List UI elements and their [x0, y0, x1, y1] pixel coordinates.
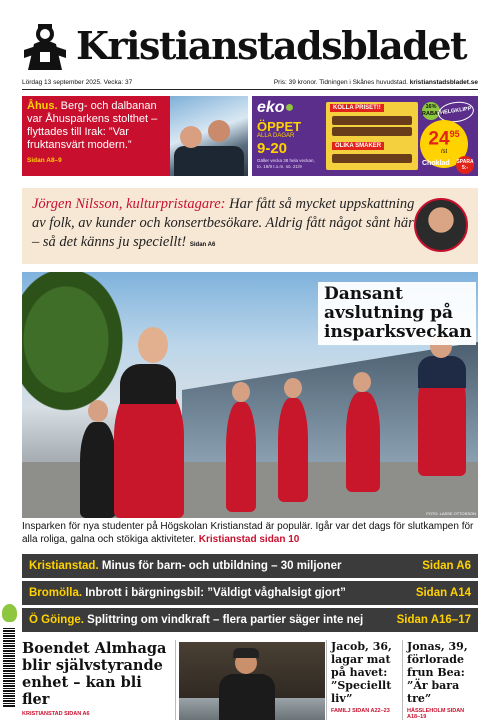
story-jonas[interactable] — [407, 640, 478, 720]
strip-place: Ö Göinge. — [29, 614, 84, 626]
helgklipp-stamp: HELGKLIPP — [437, 100, 475, 125]
hero-headline: Dansant avslutning på insparksveckan — [318, 282, 476, 345]
quote-page-ref: Sidan A6 — [189, 242, 216, 248]
ad-fine-print: Gäller vecka 38 hela veckan, to. 18/9 t.o.m. sö. 21/9 — [257, 158, 315, 169]
quote-box[interactable] — [22, 188, 478, 264]
ad-days: ALLA DAGAR — [257, 133, 295, 139]
eko-advertisement[interactable] — [252, 96, 478, 176]
teaser-text — [22, 96, 170, 176]
masthead-mascot-icon — [18, 20, 72, 72]
story-page-ref: HÄSSLEHOLM SIDAN A18–19 — [407, 708, 465, 720]
masthead — [18, 18, 482, 74]
story-jacob[interactable] — [331, 640, 401, 714]
teaser-place: Åhus. — [27, 100, 58, 112]
strip-text: Splittring om vindkraft – flera partier säger inte nej — [83, 614, 364, 626]
strip-page: Sidan A6 — [422, 560, 471, 572]
strip-kristianstad[interactable] — [22, 554, 478, 578]
price-ore: 95 — [449, 129, 460, 139]
quote-speaker: Jörgen Nilsson, kulturpristagare: — [32, 196, 226, 212]
quote-text — [32, 195, 420, 255]
masthead-title: Kristianstadsbladet — [76, 23, 467, 68]
divider — [22, 89, 478, 90]
story-page-ref: FAMILJ SIDAN A22–23 — [331, 708, 390, 714]
divider — [326, 640, 327, 720]
strip-place: Kristianstad. — [29, 560, 99, 572]
issue-date: Lördag 13 september 2025. Vecka: 37 — [22, 79, 133, 86]
teaser-ahus[interactable] — [22, 96, 248, 176]
portrait-avatar — [414, 198, 468, 252]
story-almhaga[interactable] — [22, 640, 172, 717]
dateline — [22, 79, 478, 86]
quote-body: Har fått så mycket uppskattning av folk, av kunder och konsertbesökare. Aldrig fått något sånt här – så det känns ju speciellt! — [32, 196, 415, 250]
eko-logo: eko● — [257, 99, 295, 116]
barcode — [3, 628, 15, 708]
hero-caption — [22, 521, 478, 546]
caption-text: Insparken för nya studenter på Högskolan Kristianstad är populär. Igår var det dags för slutkampen för alla roliga, galna och stökiga aktiviteter. — [22, 521, 474, 545]
story-headline: Jonas, 39, förlorade frun Bea: ”Är bara tre” — [407, 640, 468, 705]
ad-time: 9-20 — [257, 140, 288, 157]
tree — [22, 272, 132, 422]
photo-credit: FOTO: LASSE OTTOSSON — [426, 511, 476, 516]
price-info: Pris: 39 kronor. Tidningen i Skånes huvudstad. — [273, 79, 408, 86]
story-page-ref: KRISTIANSTAD SIDAN A6 — [22, 711, 90, 717]
strip-page: Sidan A14 — [415, 587, 471, 599]
price-unit: /st — [440, 149, 448, 156]
strip-text: Inbrott i bärgningsbil: ”Väldigt våghalsigt gjort” — [82, 587, 346, 599]
ad-banner-flavors: OLIKA SMAKER — [332, 142, 384, 150]
chef-photo[interactable] — [179, 642, 325, 720]
teaser-page-ref: Sidan A8–9 — [27, 157, 62, 164]
ad-open: ÖPPET — [257, 119, 302, 134]
strip-place: Bromölla. — [29, 587, 83, 599]
strip-page: Sidan A16–17 — [396, 614, 471, 626]
divider — [402, 640, 403, 720]
ad-banner: KOLLA PRISET!! — [330, 104, 384, 112]
price-kronor: 24 — [428, 128, 450, 150]
divider — [175, 640, 176, 720]
hero-photo[interactable] — [22, 272, 478, 518]
chocolate-products-image — [326, 102, 418, 170]
strip-bromolla[interactable] — [22, 581, 478, 605]
news-strips — [22, 554, 478, 635]
strip-ogoinge[interactable] — [22, 608, 478, 632]
strip-text: Minus för barn- och utbildning – 30 miljoner — [98, 560, 342, 572]
bottom-stories — [22, 638, 478, 724]
teaser-headline: Berg- och dalbanan var Åhusparkens stolthet – flyttades till Irak: ”Var fruktansvärt modern.” — [27, 100, 158, 151]
discount-badge: 16% RABATT — [422, 102, 440, 120]
save-badge: SPARA 5:- — [456, 156, 474, 174]
fsc-leaf-icon — [2, 604, 17, 622]
ad-product: Choklad — [422, 160, 450, 167]
story-headline: Boendet Almhaga blir självstyrande enhet – kan bli fler — [22, 640, 167, 708]
price-line — [274, 79, 478, 86]
site-link[interactable]: kristianstadsbladet.se — [409, 79, 478, 86]
story-headline: Jacob, 36, lagar mat på havet: ”Speciellt liv” — [331, 640, 392, 705]
caption-page-ref[interactable]: Kristianstad sidan 10 — [198, 533, 300, 545]
teaser-photo — [170, 96, 248, 176]
